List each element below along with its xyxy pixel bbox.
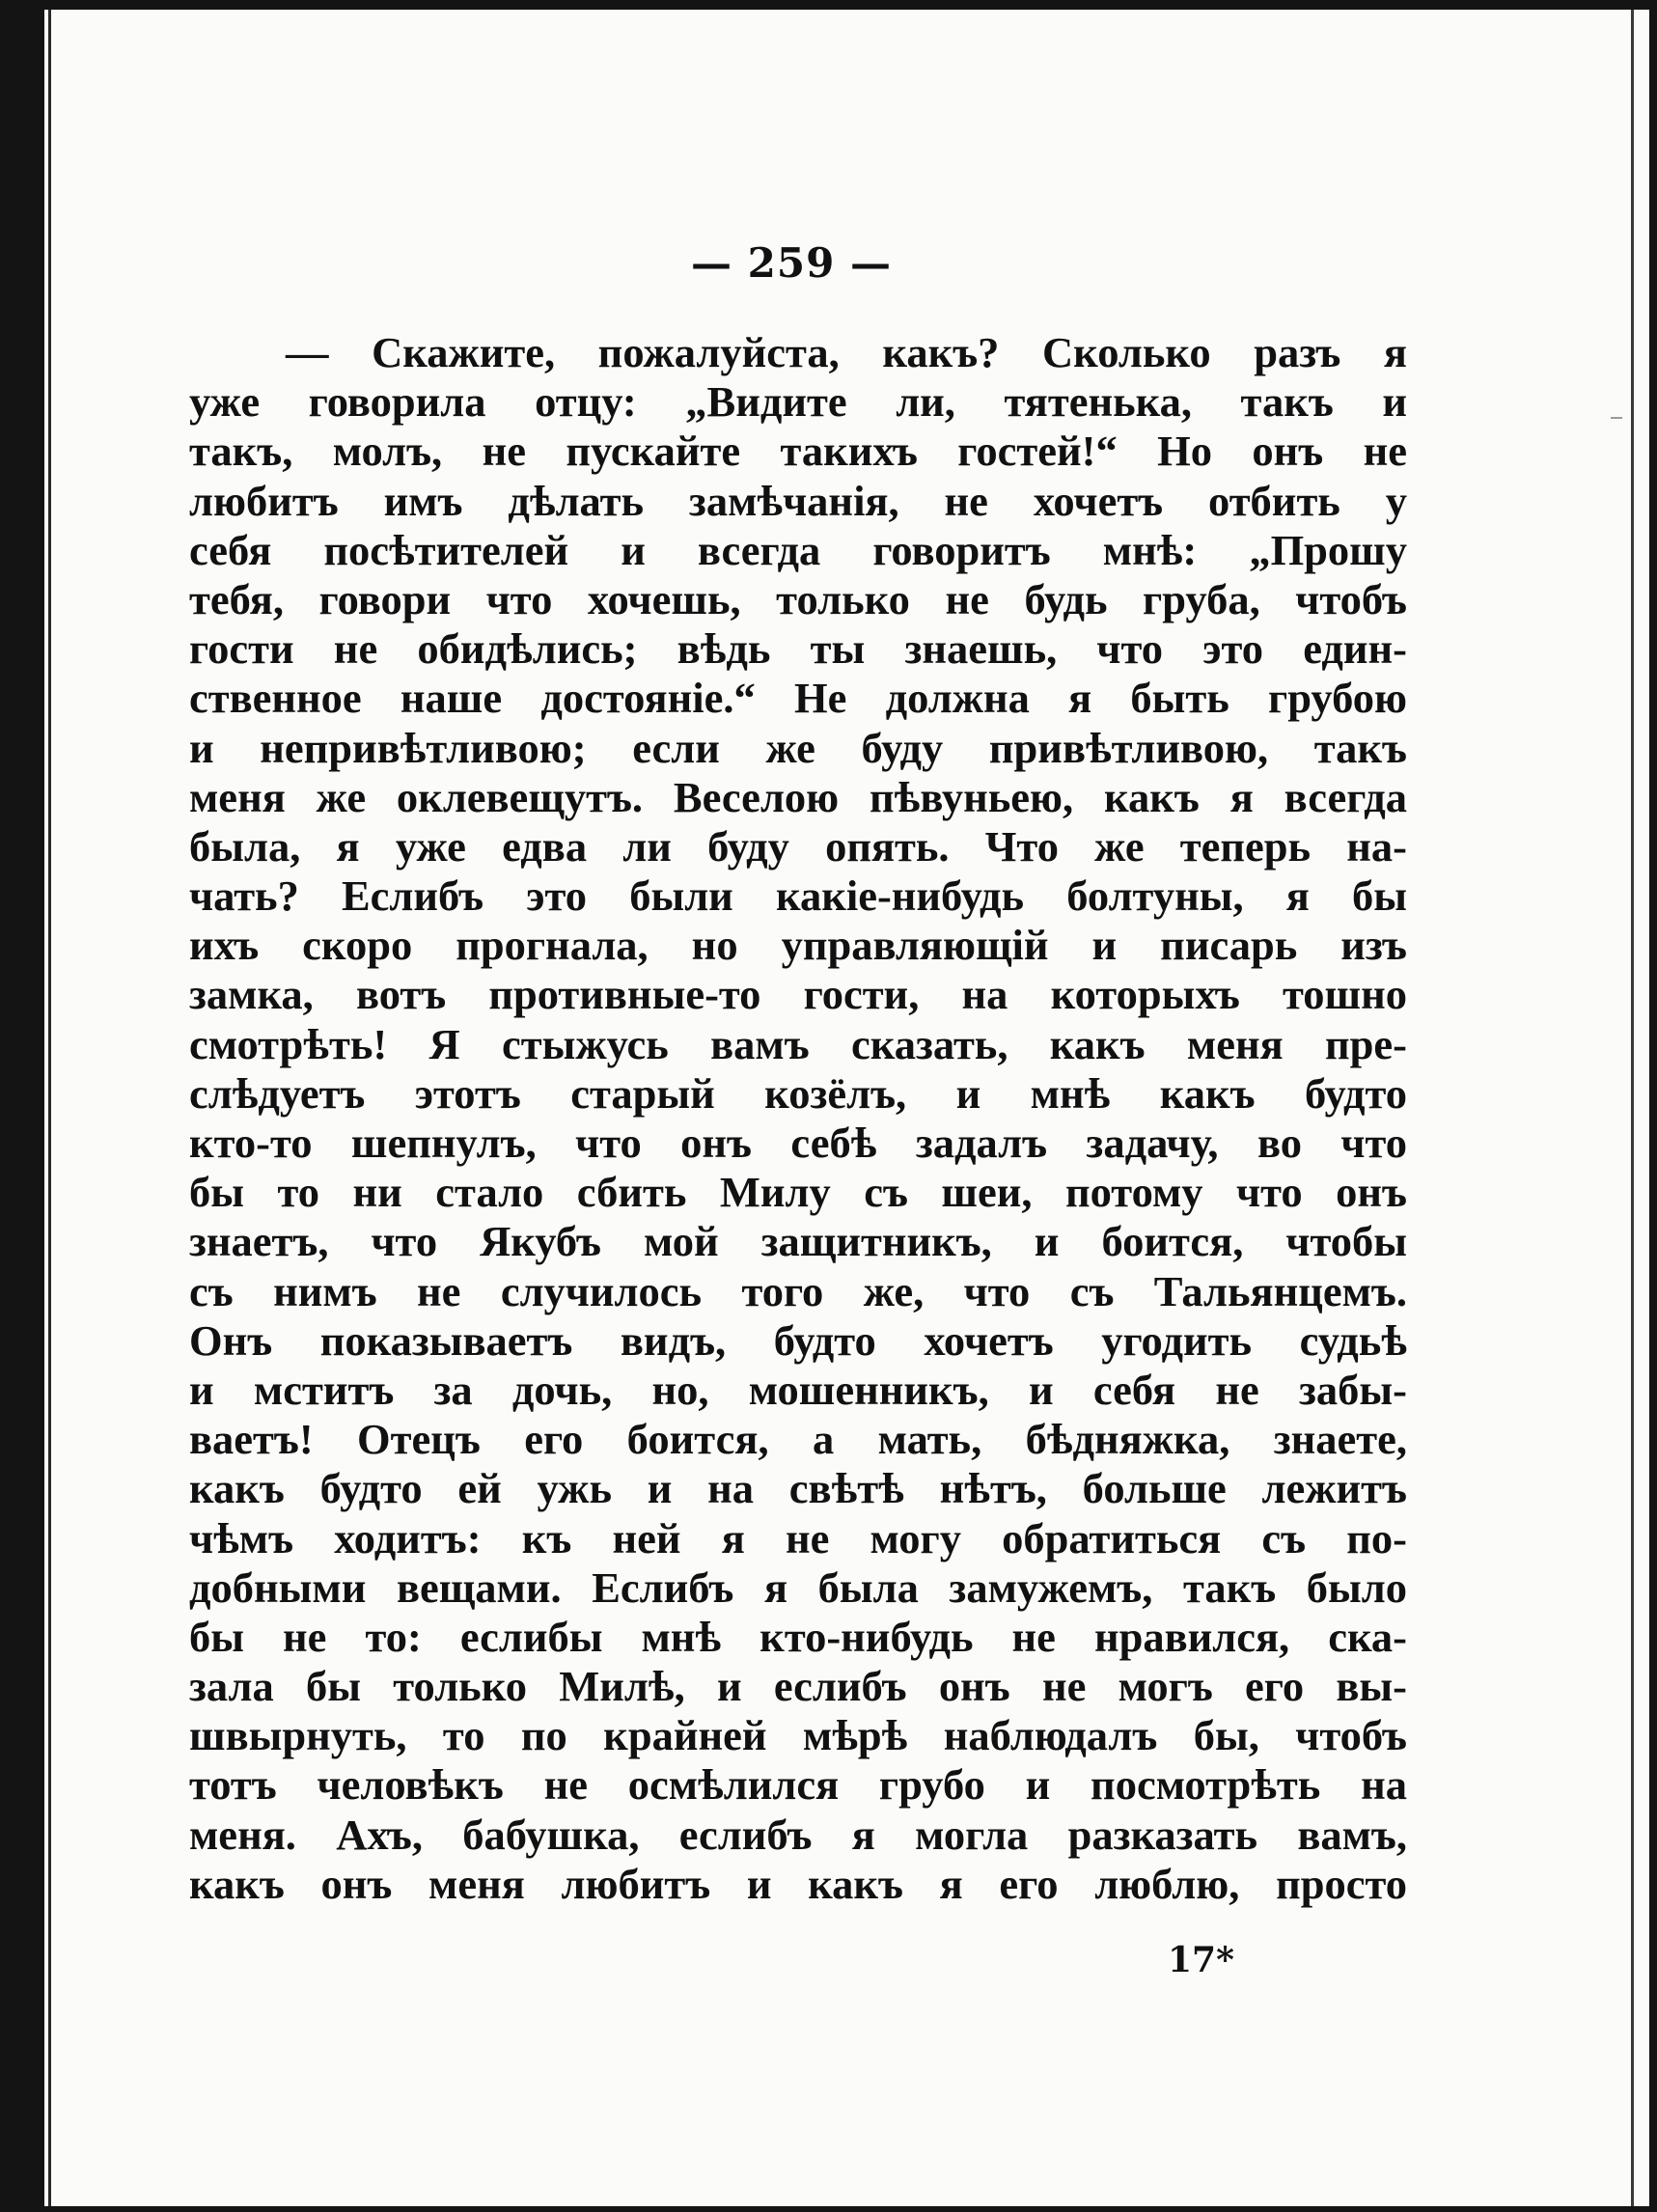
- text-line: швырнуть, то по крайней мѣрѣ наблюдалъ бы, чтобъ: [189, 1711, 1407, 1760]
- text-line: уже говорила отцу: „Видите ли, тятенька, такъ и: [189, 377, 1407, 427]
- text-line: чать? Еслибъ это были какіе-нибудь болтуны, я бы: [189, 871, 1407, 921]
- text-line: меня. Ахъ, бабушка, еслибъ я могла разказать вамъ,: [189, 1810, 1407, 1859]
- text-line: такъ, молъ, не пускайте такихъ гостей!“ Но онъ не: [189, 427, 1407, 476]
- margin-mark: [1611, 417, 1622, 419]
- body-text: [189, 328, 1407, 1909]
- text-line: бы не то: еслибы мнѣ кто-нибудь не нравился, ска-: [189, 1612, 1407, 1661]
- signature-mark: 17*: [1168, 1940, 1234, 1980]
- page-edge-rule: [1631, 10, 1634, 2206]
- text-line: слѣдуетъ этотъ старый козёлъ, и мнѣ какъ будто: [189, 1068, 1407, 1118]
- page-number-header: — 259 —: [691, 239, 892, 287]
- text-line: и мститъ за дочь, но, мошенникъ, и себя не забы-: [189, 1365, 1407, 1414]
- text-line: знаетъ, что Якубъ мой защитникъ, и боится, чтобы: [189, 1217, 1407, 1266]
- text-line: какъ будто ей ужь и на свѣтѣ нѣтъ, больше лежитъ: [189, 1464, 1407, 1513]
- text-line: гости не обидѣлись; вѣдь ты знаешь, что это един-: [189, 624, 1407, 674]
- text-line: себя посѣтителей и всегда говоритъ мнѣ: „Прошу: [189, 525, 1407, 574]
- text-line: добными вещами. Еслибъ я была замужемъ, такъ было: [189, 1562, 1407, 1612]
- text-line: тебя, говори что хочешь, только не будь груба, чтобъ: [189, 574, 1407, 623]
- text-line: чѣмъ ходитъ: къ ней я не могу обратиться съ по-: [189, 1513, 1407, 1562]
- text-line: Онъ показываетъ видъ, будто хочетъ угодить судьѣ: [189, 1315, 1407, 1365]
- text-line: меня же оклевещутъ. Веселою пѣвуньею, какъ я всегда: [189, 772, 1407, 821]
- text-line: бы то ни стало сбить Милу съ шеи, потому что онъ: [189, 1168, 1407, 1217]
- text-line: ихъ скоро прогнала, но управляющій и писарь изъ: [189, 921, 1407, 970]
- text-line: ваетъ! Отецъ его боится, а мать, бѣдняжка, знаете,: [189, 1415, 1407, 1464]
- text-line: съ нимъ не случилось того же, что съ Тальянцемъ.: [189, 1266, 1407, 1315]
- text-line: зала бы только Милѣ, и еслибъ онъ не могъ его вы-: [189, 1662, 1407, 1711]
- text-line: замка, вотъ противные-то гости, на которыхъ тошно: [189, 970, 1407, 1019]
- text-line: тотъ человѣкъ не осмѣлился грубо и посмотрѣть на: [189, 1760, 1407, 1810]
- text-line: любитъ имъ дѣлать замѣчанія, не хочетъ отбить у: [189, 476, 1407, 525]
- text-line: какъ онъ меня любитъ и какъ я его люблю, просто: [189, 1859, 1407, 1908]
- text-line: — Скажите, пожалуйста, какъ? Сколько разъ я: [286, 328, 1407, 376]
- text-line: кто-то шепнулъ, что онъ себѣ задалъ задачу, во что: [189, 1119, 1407, 1167]
- text-line: и непривѣтливою; если же буду привѣтливою, такъ: [189, 723, 1407, 772]
- binding-edge-shadow: [48, 10, 51, 2206]
- text-line: ственное наше достояніе.“ Не должна я быть грубою: [189, 674, 1407, 723]
- text-line: была, я уже едва ли буду опять. Что же теперь на-: [189, 821, 1407, 871]
- text-line: смотрѣть! Я стыжусь вамъ сказать, какъ меня пре-: [189, 1019, 1407, 1068]
